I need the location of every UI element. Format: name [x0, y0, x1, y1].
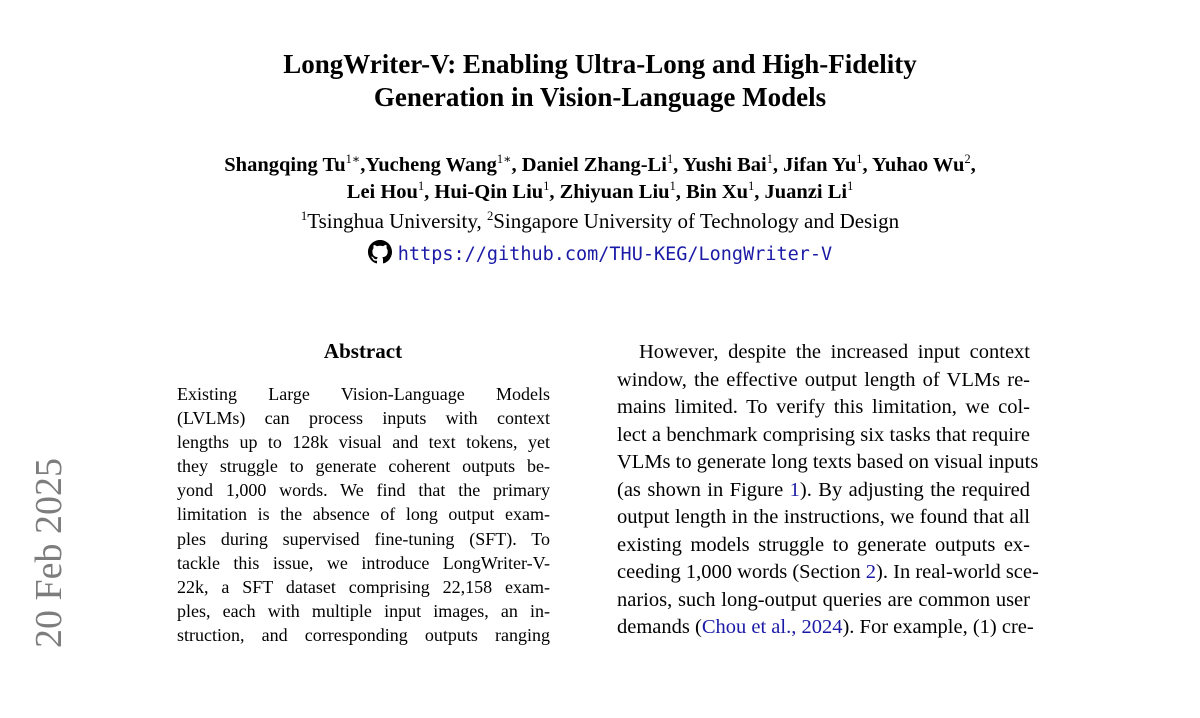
- affiliation-mark: 2: [486, 209, 494, 223]
- author-name: Lei Hou: [346, 181, 418, 203]
- author-name: Juanzi Li: [764, 181, 848, 203]
- author-separator: ,: [862, 154, 872, 176]
- intro-text: However, despite the increased input context: [639, 341, 1030, 363]
- author-name: Yuhao Wu: [871, 154, 965, 176]
- author-name: Jifan Yu: [783, 154, 857, 176]
- intro-text: (as shown in Figure: [617, 478, 790, 501]
- affiliation-name: Singapore University of Technology and Design: [493, 209, 900, 233]
- intro-line: [617, 477, 1030, 505]
- author-separator: ,: [424, 181, 435, 203]
- author-name: Bin Xu: [685, 181, 749, 203]
- affiliations: [100, 207, 1100, 235]
- intro-line: [617, 587, 1030, 615]
- author-name: Hui-Qin Liu: [434, 181, 544, 203]
- intro-text: ). By adjusting the required: [799, 478, 1030, 501]
- author-name: Zhiyuan Liu: [559, 181, 670, 203]
- author-name: Yushi Bai: [682, 154, 767, 176]
- author-separator: ,: [970, 154, 976, 176]
- paper-title: [150, 48, 1050, 114]
- affiliation-separator: ,: [476, 209, 487, 233]
- author-affiliation-mark: 1: [543, 179, 550, 194]
- abstract-line: limitation is the absence of long output exam-: [177, 504, 550, 525]
- author-name: Shangqing Tu: [224, 154, 346, 176]
- author-separator: ,: [772, 154, 784, 176]
- author-list: [100, 152, 1100, 206]
- author-separator: ,: [673, 154, 683, 176]
- title-line-2: Generation in Vision-Language Models: [373, 82, 827, 112]
- arxiv-date: 20 Feb 2025: [28, 458, 70, 648]
- author-affiliation-mark: 1∗: [496, 152, 512, 167]
- abstract-line: lengths up to 128k visual and text tokens, yet: [177, 432, 550, 453]
- affiliation-name: Tsinghua University: [307, 209, 477, 233]
- abstract-line: yond 1,000 words. We find that the primary: [177, 480, 550, 501]
- intro-text: lect a benchmark comprising six tasks that require: [617, 423, 1030, 446]
- intro-line: [617, 367, 1030, 395]
- author-separator: ,: [754, 181, 765, 203]
- author-affiliation-mark: 1: [748, 179, 755, 194]
- arxiv-side-stamp: [28, 418, 70, 718]
- author-separator: ,: [511, 154, 522, 176]
- author-affiliation-mark: 1: [856, 152, 863, 167]
- intro-text: existing models struggle to generate outputs ex-: [617, 533, 1030, 556]
- intro-text: ). For example, (1) cre-: [842, 616, 1034, 638]
- intro-text: ). In real-world sce-: [876, 561, 1039, 583]
- introduction-paragraph: [617, 339, 1039, 642]
- author-affiliation-mark: 1: [417, 179, 425, 194]
- abstract-line: struction, and corresponding outputs ranging: [177, 624, 550, 645]
- intro-text: demands (: [617, 616, 702, 638]
- abstract-line: ples, each with multiple input images, an in-: [177, 600, 550, 621]
- intro-line: [617, 449, 1039, 477]
- author-line-2: [100, 179, 1100, 206]
- author-separator: ,: [675, 181, 686, 203]
- intro-line: [617, 422, 1030, 450]
- abstract-line: 22k, a SFT dataset comprising 22,158 exam-: [177, 576, 550, 597]
- intro-line: [617, 339, 1030, 367]
- author-name: Yucheng Wang: [365, 154, 497, 176]
- author-affiliation-mark: 1∗: [345, 152, 361, 167]
- author-affiliation-mark: 1: [847, 179, 854, 194]
- author-affiliation-mark: 1: [666, 152, 674, 167]
- author-affiliation-mark: 1: [669, 179, 676, 194]
- intro-line: [617, 614, 1034, 642]
- intro-text: output length in the instructions, we found that all: [617, 506, 1030, 528]
- abstract-line: they struggle to generate coherent outputs be-: [177, 456, 550, 477]
- intro-text: narios, such long-output queries are common user: [617, 588, 1030, 611]
- author-separator: ,: [360, 154, 366, 176]
- author-line-1: [100, 152, 1100, 179]
- intro-text: ceeding 1,000 words (Section: [617, 561, 866, 583]
- author-separator: ,: [549, 181, 560, 203]
- affiliation-mark: 1: [300, 209, 308, 223]
- abstract-line: tackle this issue, we introduce LongWriter-V-: [177, 552, 550, 573]
- author-affiliation-mark: 2: [964, 152, 971, 167]
- intro-text: mains limited. To verify this limitation, we col-: [617, 396, 1030, 418]
- abstract-line: Existing Large Vision-Language Models: [177, 384, 550, 404]
- repository-link[interactable]: https://github.com/THU-KEG/LongWriter-V: [397, 244, 833, 265]
- abstract-line: ples during supervised fine-tuning (SFT). To: [177, 528, 550, 549]
- title-line-1: LongWriter-V: Enabling Ultra-Long and High-Fidelity: [283, 49, 917, 79]
- citation-link[interactable]: 1: [789, 478, 800, 501]
- author-name: Daniel Zhang-Li: [521, 154, 667, 176]
- citation-link[interactable]: Chou et al., 2024: [701, 616, 843, 638]
- intro-line: [617, 559, 1039, 587]
- intro-line: [617, 394, 1030, 422]
- intro-line: [617, 504, 1030, 532]
- intro-text: VLMs to generate long texts based on visual inputs: [617, 451, 1039, 473]
- author-affiliation-mark: 1: [766, 152, 773, 167]
- github-icon: [368, 240, 392, 264]
- intro-line: [617, 532, 1030, 560]
- repository-link-row: [100, 240, 1100, 269]
- citation-link[interactable]: 2: [865, 561, 877, 583]
- abstract-body: [177, 382, 550, 647]
- intro-text: window, the effective output length of VLMs re-: [617, 368, 1030, 391]
- abstract-line: (LVLMs) can process inputs with context: [177, 408, 550, 429]
- abstract-heading: Abstract: [323, 339, 403, 363]
